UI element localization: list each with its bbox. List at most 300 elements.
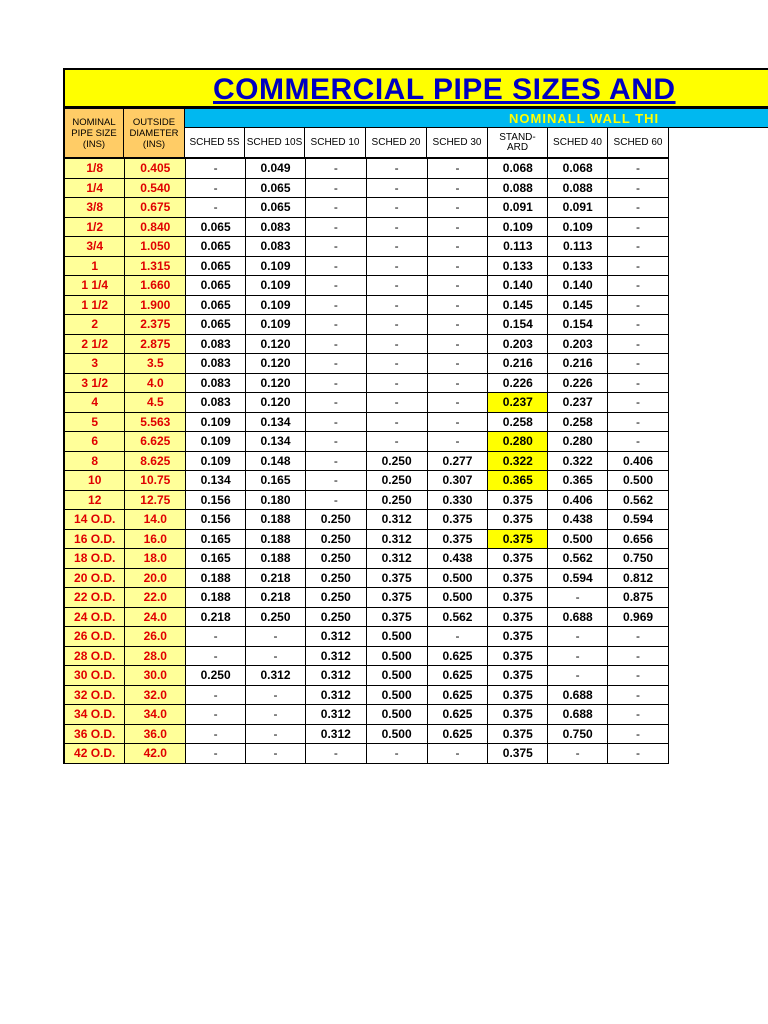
- wall-thickness-cell: -: [366, 432, 427, 452]
- nominal-size-cell: 32 O.D.: [64, 685, 125, 705]
- wall-thickness-cell: 0.322: [548, 451, 608, 471]
- pipe-size-table: [63, 158, 669, 764]
- col-header-sched-10s: SCHED 10S: [245, 128, 305, 158]
- wall-thickness-cell: 0.083: [186, 334, 246, 354]
- table-row: [64, 607, 669, 627]
- title-bar: [63, 68, 768, 108]
- table-row: [64, 237, 669, 257]
- wall-thickness-cell: 0.375: [488, 646, 548, 666]
- wall-thickness-cell: -: [608, 432, 669, 452]
- col-header-sched-60: SCHED 60: [608, 128, 669, 158]
- wall-banner-label: NOMINALL WALL THI: [509, 111, 660, 126]
- wall-thickness-cell: 0.250: [186, 666, 246, 686]
- wall-thickness-cell: 0.375: [366, 607, 427, 627]
- nominal-size-cell: 1/8: [64, 159, 125, 179]
- wall-thickness-cell: 0.500: [427, 588, 488, 608]
- wall-thickness-cell: 0.500: [366, 627, 427, 647]
- nominal-size-cell: 16 O.D.: [64, 529, 125, 549]
- wall-thickness-cell: 0.500: [366, 646, 427, 666]
- wall-thickness-cell: -: [427, 354, 488, 374]
- wall-thickness-cell: -: [427, 295, 488, 315]
- table-row: [64, 354, 669, 374]
- wall-thickness-cell: -: [246, 646, 306, 666]
- wall-thickness-cell: -: [186, 685, 246, 705]
- wall-thickness-cell: -: [366, 393, 427, 413]
- nominal-size-cell: 24 O.D.: [64, 607, 125, 627]
- sheet-title: COMMERCIAL PIPE SIZES AND: [213, 73, 676, 106]
- wall-thickness-cell: -: [305, 217, 366, 237]
- wall-thickness-cell: 0.120: [246, 354, 306, 374]
- outside-diameter-cell: 2.375: [125, 315, 186, 335]
- table-row: [64, 276, 669, 296]
- wall-thickness-cell: 0.322: [488, 451, 548, 471]
- wall-thickness-cell: 0.625: [427, 724, 488, 744]
- outside-diameter-cell: 2.875: [125, 334, 186, 354]
- outside-diameter-cell: 4.0: [125, 373, 186, 393]
- wall-thickness-cell: -: [305, 373, 366, 393]
- wall-thickness-cell: 0.065: [186, 315, 246, 335]
- wall-thickness-cell: 0.258: [548, 412, 608, 432]
- wall-thickness-cell: 0.109: [186, 451, 246, 471]
- wall-thickness-cell: 0.375: [488, 490, 548, 510]
- wall-thickness-cell: 0.145: [548, 295, 608, 315]
- wall-thickness-cell: -: [608, 666, 669, 686]
- nominal-size-cell: 4: [64, 393, 125, 413]
- wall-thickness-cell: -: [608, 685, 669, 705]
- wall-thickness-cell: 0.120: [246, 373, 306, 393]
- wall-thickness-cell: 0.065: [246, 198, 306, 218]
- wall-thickness-cell: 0.375: [488, 705, 548, 725]
- wall-thickness-cell: 0.375: [488, 744, 548, 764]
- wall-thickness-cell: 0.088: [548, 178, 608, 198]
- wall-thickness-cell: -: [366, 276, 427, 296]
- wall-thickness-cell: 0.250: [366, 451, 427, 471]
- wall-thickness-cell: 0.406: [548, 490, 608, 510]
- wall-thickness-cell: -: [427, 198, 488, 218]
- col-header-sched-40: SCHED 40: [548, 128, 608, 158]
- outside-diameter-cell: 8.625: [125, 451, 186, 471]
- wall-thickness-cell: -: [366, 198, 427, 218]
- wall-thickness-cell: 0.688: [548, 607, 608, 627]
- wall-thickness-cell: 0.258: [488, 412, 548, 432]
- wall-thickness-cell: -: [427, 334, 488, 354]
- outside-diameter-cell: 12.75: [125, 490, 186, 510]
- wall-thickness-cell: 0.375: [488, 724, 548, 744]
- wall-thickness-cell: 0.109: [548, 217, 608, 237]
- wall-thickness-cell: 0.140: [488, 276, 548, 296]
- nominal-size-cell: 14 O.D.: [64, 510, 125, 530]
- wall-thickness-cell: 0.165: [186, 529, 246, 549]
- wall-thickness-cell: -: [548, 744, 608, 764]
- wall-thickness-cell: 0.083: [186, 393, 246, 413]
- wall-thickness-cell: -: [608, 724, 669, 744]
- wall-thickness-cell: 0.065: [246, 178, 306, 198]
- wall-thickness-cell: 0.500: [427, 568, 488, 588]
- table-row: [64, 627, 669, 647]
- wall-thickness-cell: 0.083: [186, 354, 246, 374]
- wall-thickness-cell: -: [608, 256, 669, 276]
- wall-thickness-cell: 0.375: [488, 529, 548, 549]
- wall-thickness-cell: 0.109: [186, 412, 246, 432]
- wall-thickness-cell: 0.068: [488, 159, 548, 179]
- wall-thickness-cell: -: [366, 159, 427, 179]
- wall-thickness-cell: 0.083: [186, 373, 246, 393]
- wall-thickness-cell: -: [608, 705, 669, 725]
- wall-thickness-cell: -: [608, 412, 669, 432]
- wall-thickness-cell: 0.312: [366, 549, 427, 569]
- wall-thickness-cell: 0.375: [488, 549, 548, 569]
- wall-thickness-cell: 0.250: [305, 588, 366, 608]
- wall-thickness-cell: 0.438: [548, 510, 608, 530]
- nominal-size-cell: 3/8: [64, 198, 125, 218]
- wall-thickness-cell: -: [305, 237, 366, 257]
- wall-thickness-cell: 0.134: [246, 432, 306, 452]
- wall-thickness-cell: 0.188: [246, 529, 306, 549]
- table-row: [64, 490, 669, 510]
- table-row: [64, 334, 669, 354]
- wall-thickness-cell: 0.375: [427, 529, 488, 549]
- wall-thickness-cell: -: [608, 744, 669, 764]
- table-row: [64, 666, 669, 686]
- wall-thickness-cell: 0.277: [427, 451, 488, 471]
- wall-thickness-cell: -: [305, 393, 366, 413]
- nominal-size-cell: 26 O.D.: [64, 627, 125, 647]
- wall-thickness-cell: 0.065: [186, 237, 246, 257]
- wall-thickness-cell: -: [427, 744, 488, 764]
- wall-thickness-cell: 0.375: [488, 666, 548, 686]
- wall-thickness-cell: 0.562: [427, 607, 488, 627]
- wall-thickness-cell: -: [246, 744, 306, 764]
- wall-thickness-cell: -: [608, 373, 669, 393]
- wall-thickness-cell: 0.406: [608, 451, 669, 471]
- wall-thickness-cell: 0.656: [608, 529, 669, 549]
- wall-thickness-cell: 0.312: [305, 724, 366, 744]
- wall-thickness-cell: -: [186, 178, 246, 198]
- nominal-size-cell: 2: [64, 315, 125, 335]
- wall-thickness-cell: 0.688: [548, 705, 608, 725]
- nominal-size-cell: 22 O.D.: [64, 588, 125, 608]
- wall-thickness-cell: 0.312: [366, 529, 427, 549]
- wall-thickness-cell: -: [366, 354, 427, 374]
- wall-thickness-cell: -: [305, 334, 366, 354]
- table-row: [64, 705, 669, 725]
- nominal-size-cell: 34 O.D.: [64, 705, 125, 725]
- wall-thickness-cell: -: [427, 159, 488, 179]
- wall-thickness-cell: 0.203: [488, 334, 548, 354]
- wall-thickness-cell: -: [305, 295, 366, 315]
- wall-thickness-cell: 0.091: [548, 198, 608, 218]
- wall-thickness-cell: 0.065: [186, 217, 246, 237]
- wall-thickness-cell: 0.049: [246, 159, 306, 179]
- wall-thickness-cell: 0.188: [246, 510, 306, 530]
- nominal-size-cell: 10: [64, 471, 125, 491]
- wall-thickness-cell: -: [548, 627, 608, 647]
- wall-thickness-cell: 0.312: [305, 646, 366, 666]
- wall-thickness-cell: 0.750: [608, 549, 669, 569]
- wall-thickness-cell: 0.188: [246, 549, 306, 569]
- wall-thickness-cell: -: [305, 256, 366, 276]
- table-row: [64, 685, 669, 705]
- wall-thickness-cell: -: [608, 217, 669, 237]
- nominal-size-cell: 30 O.D.: [64, 666, 125, 686]
- wall-thickness-cell: -: [427, 627, 488, 647]
- wall-thickness-cell: -: [608, 627, 669, 647]
- wall-thickness-cell: 0.562: [548, 549, 608, 569]
- wall-thickness-cell: -: [305, 471, 366, 491]
- outside-diameter-cell: 24.0: [125, 607, 186, 627]
- wall-thickness-cell: 0.500: [366, 705, 427, 725]
- outside-diameter-cell: 5.563: [125, 412, 186, 432]
- outside-diameter-cell: 3.5: [125, 354, 186, 374]
- outside-diameter-cell: 42.0: [125, 744, 186, 764]
- wall-thickness-cell: -: [305, 354, 366, 374]
- wall-thickness-cell: 0.375: [488, 685, 548, 705]
- wall-thickness-cell: -: [427, 432, 488, 452]
- wall-thickness-cell: 0.113: [548, 237, 608, 257]
- wall-thickness-cell: 0.312: [305, 627, 366, 647]
- wall-thickness-cell: -: [427, 276, 488, 296]
- wall-thickness-cell: 0.154: [548, 315, 608, 335]
- wall-thickness-cell: 0.188: [186, 588, 246, 608]
- wall-thickness-cell: 0.280: [548, 432, 608, 452]
- wall-thickness-cell: 0.218: [186, 607, 246, 627]
- nominal-wall-thickness-banner: [185, 108, 768, 128]
- wall-thickness-cell: 0.500: [608, 471, 669, 491]
- wall-thickness-cell: 0.625: [427, 705, 488, 725]
- nominal-size-cell: 8: [64, 451, 125, 471]
- wall-thickness-cell: 0.134: [246, 412, 306, 432]
- wall-thickness-cell: -: [366, 217, 427, 237]
- table-row: [64, 549, 669, 569]
- nominal-size-cell: 2 1/2: [64, 334, 125, 354]
- wall-thickness-cell: 0.375: [366, 588, 427, 608]
- nominal-size-cell: 1 1/4: [64, 276, 125, 296]
- table-row: [64, 529, 669, 549]
- wall-thickness-cell: 0.156: [186, 510, 246, 530]
- wall-thickness-cell: 0.113: [488, 237, 548, 257]
- col-header-sched-10: SCHED 10: [305, 128, 366, 158]
- nominal-size-cell: 6: [64, 432, 125, 452]
- wall-thickness-cell: -: [608, 159, 669, 179]
- wall-thickness-cell: 0.188: [186, 568, 246, 588]
- wall-thickness-cell: 0.065: [186, 256, 246, 276]
- wall-thickness-cell: -: [366, 178, 427, 198]
- table-row: [64, 256, 669, 276]
- nominal-size-cell: 3 1/2: [64, 373, 125, 393]
- wall-thickness-cell: -: [366, 237, 427, 257]
- wall-thickness-cell: -: [186, 627, 246, 647]
- wall-thickness-cell: -: [608, 334, 669, 354]
- wall-thickness-cell: 0.237: [488, 393, 548, 413]
- wall-thickness-cell: 0.250: [305, 549, 366, 569]
- wall-thickness-cell: -: [366, 373, 427, 393]
- wall-thickness-cell: 0.109: [186, 432, 246, 452]
- outside-diameter-cell: 0.840: [125, 217, 186, 237]
- wall-thickness-cell: 0.083: [246, 237, 306, 257]
- table-row: [64, 393, 669, 413]
- wall-thickness-cell: 0.218: [246, 588, 306, 608]
- table-row: [64, 451, 669, 471]
- wall-thickness-cell: 0.065: [186, 295, 246, 315]
- wall-thickness-cell: 0.375: [366, 568, 427, 588]
- wall-thickness-cell: 0.226: [548, 373, 608, 393]
- wall-thickness-cell: -: [427, 237, 488, 257]
- wall-thickness-cell: 0.154: [488, 315, 548, 335]
- wall-thickness-cell: -: [608, 295, 669, 315]
- wall-thickness-cell: 0.133: [488, 256, 548, 276]
- outside-diameter-cell: 4.5: [125, 393, 186, 413]
- wall-thickness-cell: 0.083: [246, 217, 306, 237]
- wall-thickness-cell: 0.750: [548, 724, 608, 744]
- col-header-sched-30: SCHED 30: [427, 128, 488, 158]
- wall-thickness-cell: 0.250: [305, 529, 366, 549]
- wall-thickness-cell: -: [427, 315, 488, 335]
- wall-thickness-cell: 0.250: [366, 471, 427, 491]
- outside-diameter-cell: 28.0: [125, 646, 186, 666]
- nominal-size-cell: 1 1/2: [64, 295, 125, 315]
- wall-thickness-cell: -: [548, 588, 608, 608]
- wall-thickness-cell: -: [427, 217, 488, 237]
- outside-diameter-header: OUTSIDE DIAMETER (INS): [123, 108, 185, 158]
- wall-thickness-cell: -: [608, 237, 669, 257]
- wall-thickness-cell: 0.109: [246, 315, 306, 335]
- wall-thickness-cell: 0.140: [548, 276, 608, 296]
- wall-thickness-cell: 0.625: [427, 646, 488, 666]
- wall-thickness-cell: 0.688: [548, 685, 608, 705]
- wall-thickness-cell: -: [305, 315, 366, 335]
- wall-thickness-cell: 0.500: [366, 724, 427, 744]
- nominal-size-cell: 1/4: [64, 178, 125, 198]
- wall-thickness-cell: -: [608, 646, 669, 666]
- wall-thickness-cell: 0.250: [305, 510, 366, 530]
- wall-thickness-cell: 0.375: [488, 568, 548, 588]
- table-row: [64, 471, 669, 491]
- wall-thickness-cell: 0.237: [548, 393, 608, 413]
- wall-thickness-cell: 0.218: [246, 568, 306, 588]
- outside-diameter-cell: 1.900: [125, 295, 186, 315]
- wall-thickness-cell: 0.109: [246, 256, 306, 276]
- wall-thickness-cell: 0.312: [246, 666, 306, 686]
- table-row: [64, 412, 669, 432]
- wall-thickness-cell: 0.109: [246, 276, 306, 296]
- wall-thickness-cell: -: [305, 159, 366, 179]
- wall-thickness-cell: 0.312: [305, 666, 366, 686]
- outside-diameter-cell: 36.0: [125, 724, 186, 744]
- wall-thickness-cell: -: [246, 627, 306, 647]
- nominal-size-cell: 3/4: [64, 237, 125, 257]
- outside-diameter-cell: 1.660: [125, 276, 186, 296]
- wall-thickness-cell: -: [427, 256, 488, 276]
- wall-thickness-cell: 0.812: [608, 568, 669, 588]
- wall-thickness-cell: 0.065: [186, 276, 246, 296]
- nominal-size-cell: 5: [64, 412, 125, 432]
- outside-diameter-cell: 32.0: [125, 685, 186, 705]
- wall-thickness-cell: 0.148: [246, 451, 306, 471]
- outside-diameter-cell: 6.625: [125, 432, 186, 452]
- wall-thickness-cell: -: [366, 412, 427, 432]
- wall-thickness-cell: 0.562: [608, 490, 669, 510]
- wall-thickness-cell: -: [246, 685, 306, 705]
- col-header-standard: STAND-ARD: [488, 128, 548, 158]
- wall-thickness-cell: -: [608, 276, 669, 296]
- wall-thickness-cell: 0.280: [488, 432, 548, 452]
- wall-thickness-cell: -: [608, 178, 669, 198]
- outside-diameter-cell: 34.0: [125, 705, 186, 725]
- outside-diameter-cell: 0.405: [125, 159, 186, 179]
- wall-thickness-cell: 0.156: [186, 490, 246, 510]
- table-row: [64, 432, 669, 452]
- col-header-sched-5s: SCHED 5S: [185, 128, 245, 158]
- nominal-size-cell: 12: [64, 490, 125, 510]
- nominal-size-cell: 20 O.D.: [64, 568, 125, 588]
- wall-thickness-cell: 0.091: [488, 198, 548, 218]
- wall-thickness-cell: -: [548, 646, 608, 666]
- outside-diameter-cell: 14.0: [125, 510, 186, 530]
- wall-thickness-cell: 0.312: [305, 705, 366, 725]
- wall-thickness-cell: 0.250: [305, 607, 366, 627]
- wall-thickness-cell: 0.134: [186, 471, 246, 491]
- table-row: [64, 159, 669, 179]
- wall-thickness-cell: 0.500: [366, 666, 427, 686]
- wall-thickness-cell: 0.226: [488, 373, 548, 393]
- wall-thickness-cell: -: [186, 646, 246, 666]
- outside-diameter-cell: 20.0: [125, 568, 186, 588]
- wall-thickness-cell: -: [186, 159, 246, 179]
- wall-thickness-cell: 0.088: [488, 178, 548, 198]
- wall-thickness-cell: -: [427, 373, 488, 393]
- wall-thickness-cell: 0.330: [427, 490, 488, 510]
- outside-diameter-cell: 30.0: [125, 666, 186, 686]
- nominal-size-cell: 18 O.D.: [64, 549, 125, 569]
- nominal-size-cell: 42 O.D.: [64, 744, 125, 764]
- wall-thickness-cell: -: [246, 705, 306, 725]
- wall-thickness-cell: 0.133: [548, 256, 608, 276]
- wall-thickness-cell: -: [305, 432, 366, 452]
- wall-thickness-cell: -: [305, 451, 366, 471]
- table-row: [64, 646, 669, 666]
- nominal-size-cell: 1/2: [64, 217, 125, 237]
- wall-thickness-cell: 0.216: [548, 354, 608, 374]
- wall-thickness-cell: 0.438: [427, 549, 488, 569]
- wall-thickness-cell: 0.625: [427, 685, 488, 705]
- wall-thickness-cell: 0.180: [246, 490, 306, 510]
- table-row: [64, 217, 669, 237]
- wall-thickness-cell: -: [305, 490, 366, 510]
- wall-thickness-cell: -: [608, 393, 669, 413]
- wall-thickness-cell: -: [305, 412, 366, 432]
- wall-thickness-cell: 0.165: [186, 549, 246, 569]
- wall-thickness-cell: 0.250: [366, 490, 427, 510]
- wall-thickness-cell: 0.625: [427, 666, 488, 686]
- wall-thickness-cell: -: [427, 393, 488, 413]
- wall-thickness-cell: 0.250: [305, 568, 366, 588]
- outside-diameter-cell: 16.0: [125, 529, 186, 549]
- wall-thickness-cell: 0.216: [488, 354, 548, 374]
- wall-thickness-cell: -: [186, 198, 246, 218]
- wall-thickness-cell: -: [548, 666, 608, 686]
- wall-thickness-cell: -: [246, 724, 306, 744]
- wall-thickness-cell: -: [366, 315, 427, 335]
- wall-thickness-cell: -: [305, 178, 366, 198]
- wall-thickness-cell: -: [608, 354, 669, 374]
- table-row: [64, 724, 669, 744]
- wall-thickness-cell: -: [608, 198, 669, 218]
- outside-diameter-cell: 0.675: [125, 198, 186, 218]
- wall-thickness-cell: -: [366, 256, 427, 276]
- wall-thickness-cell: 0.165: [246, 471, 306, 491]
- table-row: [64, 178, 669, 198]
- col-header-sched-20: SCHED 20: [366, 128, 427, 158]
